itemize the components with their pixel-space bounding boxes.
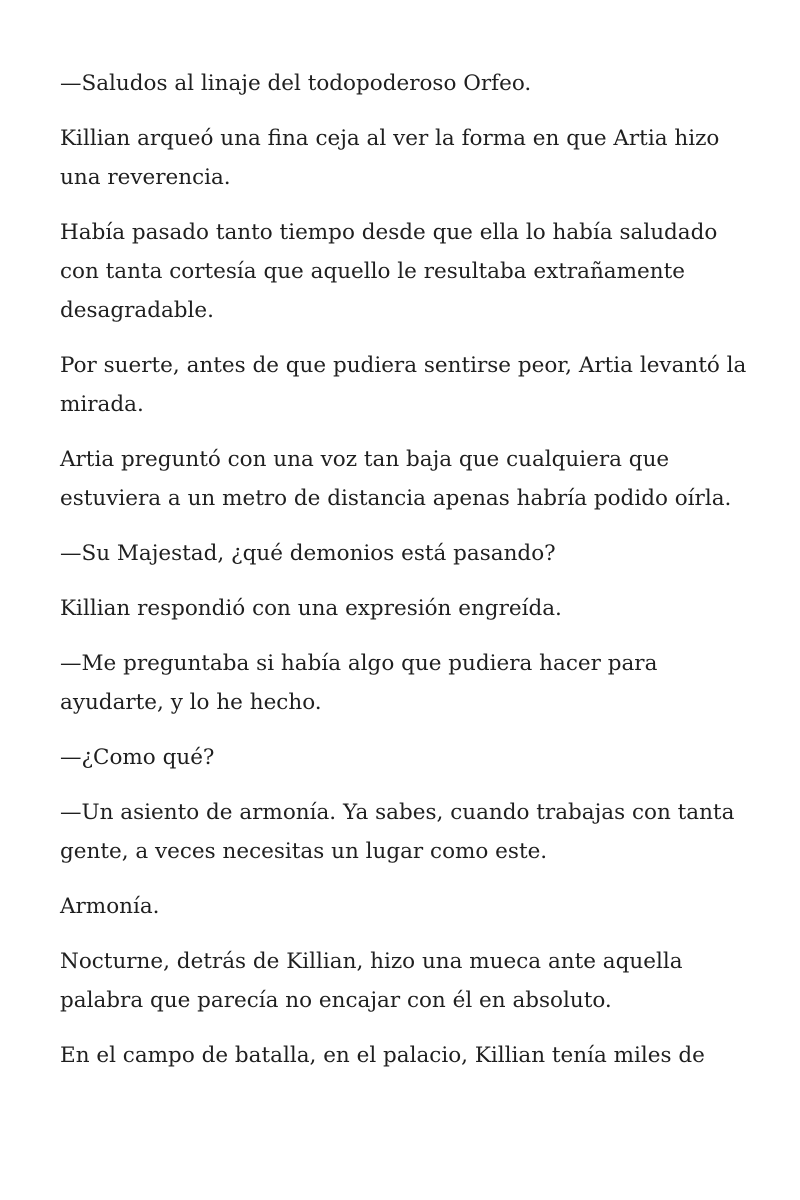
reader-page [60,64,750,1091]
paragraph: Había pasado tanto tiempo desde que ella lo había saludado con tanta cortesía que aquello le resultaba extrañamente desagradable. [60,220,718,323]
paragraph: Armonía. [60,894,160,919]
paragraph: —Su Majestad, ¿qué demonios está pasando? [60,541,556,566]
paragraph: En el campo de batalla, en el palacio, Killian tenía miles de [60,1043,705,1068]
paragraph: Artia preguntó con una voz tan baja que cualquiera que estuviera a un metro de distancia apenas habría podido oírla. [60,447,732,511]
paragraph: —Saludos al linaje del todopoderoso Orfeo. [60,71,532,96]
paragraph: Killian arqueó una fina ceja al ver la forma en que Artia hizo una reverencia. [60,126,720,190]
paragraph: Por suerte, antes de que pudiera sentirse peor, Artia levantó la mirada. [60,353,747,417]
paragraph: Killian respondió con una expresión engreída. [60,596,562,621]
paragraph: —Un asiento de armonía. Ya sabes, cuando trabajas con tanta gente, a veces necesitas un lugar como este. [60,800,735,864]
paragraph: —¿Como qué? [60,745,215,770]
paragraph: —Me preguntaba si había algo que pudiera hacer para ayudarte, y lo he hecho. [60,651,658,715]
paragraph: Nocturne, detrás de Killian, hizo una mueca ante aquella palabra que parecía no encajar con él en absoluto. [60,949,683,1013]
